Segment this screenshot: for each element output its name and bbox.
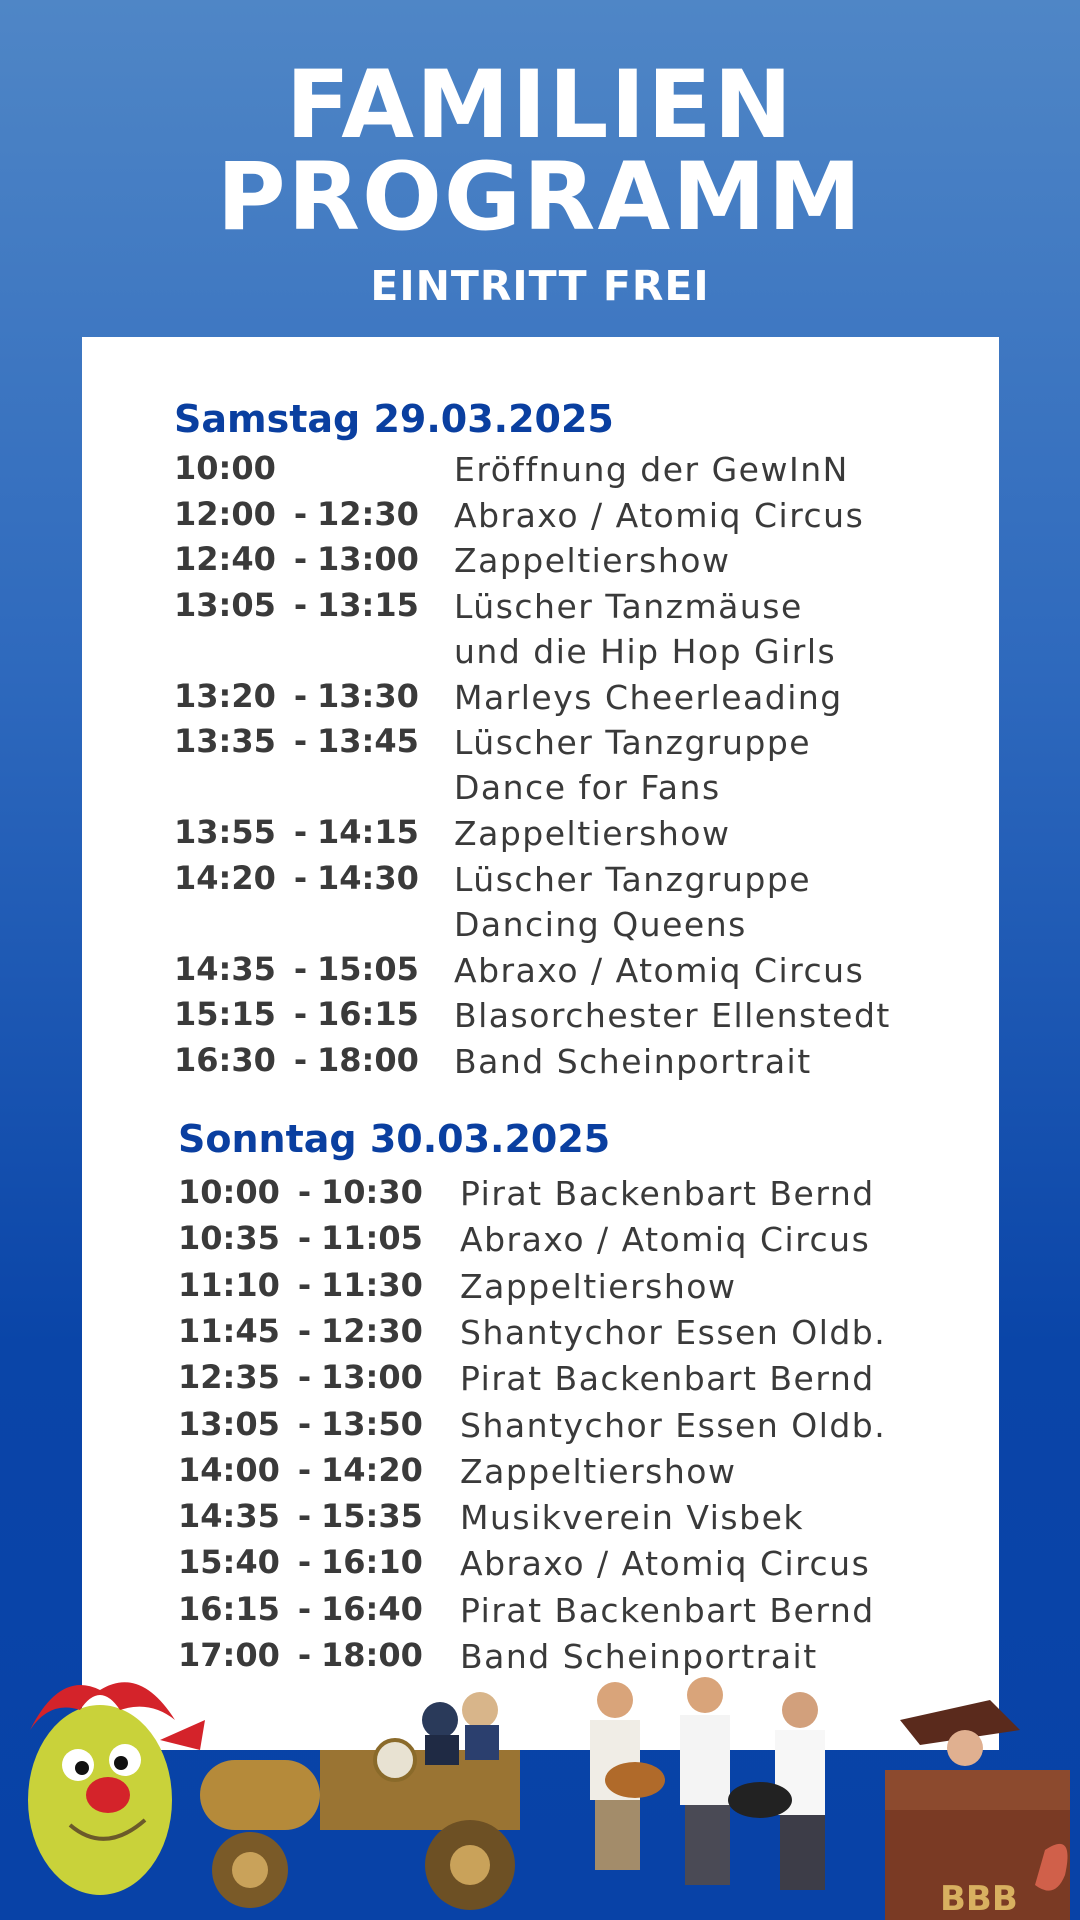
schedule-row xyxy=(178,1358,958,1404)
schedule-row xyxy=(178,1266,958,1312)
time-range xyxy=(178,1219,423,1257)
act-name xyxy=(454,493,864,538)
act-name-line: Pirat Backenbart Bernd xyxy=(460,1359,875,1399)
act-name-line: Abraxo / Atomiq Circus xyxy=(454,495,865,535)
schedule-row xyxy=(174,677,954,723)
start-time: 14:35 xyxy=(174,949,276,988)
start-time: 16:30 xyxy=(174,1040,276,1079)
act-name-line: Lüscher Tanzgruppe xyxy=(454,723,812,762)
start-time: 16:15 xyxy=(178,1589,280,1628)
start-time: 12:40 xyxy=(174,540,276,578)
act-name-line-2: Dancing Queens xyxy=(454,904,747,944)
start-time: 10:35 xyxy=(178,1219,280,1258)
end-time: 13:00 xyxy=(321,1358,423,1397)
time-separator: - xyxy=(293,813,308,851)
time-range xyxy=(174,813,419,851)
time-range xyxy=(178,1543,423,1581)
act-name xyxy=(460,1264,736,1309)
act-name-line: Zappeltiershow xyxy=(460,1266,737,1306)
schedule-row xyxy=(174,1041,954,1087)
time-range xyxy=(178,1312,423,1350)
schedule-row xyxy=(174,813,954,859)
start-time: 13:20 xyxy=(174,676,276,715)
time-range xyxy=(174,859,419,897)
end-time: 13:15 xyxy=(317,585,419,624)
time-range xyxy=(174,950,419,988)
end-time: 13:45 xyxy=(317,722,419,760)
act-name-line: Blasorchester Ellenstedt xyxy=(454,996,891,1035)
subtitle: EINTRITT FREI xyxy=(370,262,710,310)
act-name xyxy=(460,1356,875,1401)
act-name-line: Pirat Backenbart Bernd xyxy=(460,1590,875,1630)
time-separator: - xyxy=(297,1265,312,1304)
schedule-row xyxy=(174,858,954,944)
end-time: 13:00 xyxy=(317,540,419,578)
act-name xyxy=(454,811,730,856)
end-time: 13:30 xyxy=(317,676,419,715)
end-time: 13:50 xyxy=(321,1404,423,1443)
schedule-row xyxy=(174,540,954,586)
act-name-line: Zappeltiershow xyxy=(454,814,731,853)
time-separator: - xyxy=(293,676,308,715)
end-time: 16:40 xyxy=(321,1589,423,1628)
start-time: 11:10 xyxy=(178,1265,280,1304)
act-name xyxy=(460,1495,804,1540)
schedule-row xyxy=(174,722,954,807)
act-name xyxy=(460,1171,875,1216)
footer-illustrations xyxy=(0,1660,1080,1920)
act-name-line: Zappeltiershow xyxy=(460,1451,737,1491)
act-name-line: Abraxo / Atomiq Circus xyxy=(460,1220,871,1260)
time-range xyxy=(174,722,419,760)
schedule-row xyxy=(178,1451,958,1497)
time-separator: - xyxy=(293,995,308,1033)
schedule-row xyxy=(178,1312,958,1358)
time-range xyxy=(174,995,419,1033)
schedule-row xyxy=(178,1497,958,1543)
start-time: 14:00 xyxy=(178,1450,280,1489)
start-time: 13:05 xyxy=(174,585,276,624)
time-range xyxy=(178,1358,423,1396)
time-separator: - xyxy=(297,1589,312,1628)
act-name-line: Eröffnung der GewInN xyxy=(454,450,849,489)
time-separator: - xyxy=(293,858,308,897)
act-name-line: Abraxo / Atomiq Circus xyxy=(454,950,865,990)
act-name-line: Zappeltiershow xyxy=(454,541,731,580)
end-time: 16:15 xyxy=(317,995,419,1033)
act-name xyxy=(460,1588,875,1633)
time-range xyxy=(174,1041,419,1079)
time-range xyxy=(178,1405,423,1443)
end-time: 15:05 xyxy=(317,949,419,988)
time-range xyxy=(178,1266,423,1304)
time-range xyxy=(178,1173,423,1211)
time-separator: - xyxy=(293,1040,308,1079)
time-range xyxy=(174,495,419,533)
schedule-row xyxy=(178,1590,958,1636)
time-range xyxy=(178,1590,423,1628)
time-separator: - xyxy=(293,585,308,624)
act-name-line: Lüscher Tanzmäuse xyxy=(454,586,803,626)
end-time: 11:05 xyxy=(321,1219,423,1258)
schedule-row xyxy=(178,1173,958,1219)
start-time: 10:00 xyxy=(178,1173,280,1211)
schedule-row xyxy=(178,1405,958,1451)
start-time: 10:00 xyxy=(174,449,276,487)
act-name xyxy=(460,1217,870,1262)
end-time: 12:30 xyxy=(317,494,419,533)
start-time: 13:35 xyxy=(174,722,276,760)
act-name-line: Shantychor Essen Oldb. xyxy=(460,1312,887,1352)
schedule-row xyxy=(174,495,954,541)
start-time: 12:35 xyxy=(178,1358,280,1397)
act-name xyxy=(454,993,891,1038)
time-separator: - xyxy=(297,1497,312,1536)
act-name xyxy=(454,857,811,947)
act-name xyxy=(454,447,849,492)
treasure-chest-illustration xyxy=(870,1700,1080,1920)
start-time: 17:00 xyxy=(178,1636,280,1674)
end-time: 11:30 xyxy=(321,1265,423,1304)
sunday-heading: Sonntag 30.03.2025 xyxy=(178,1117,611,1161)
start-time: 11:45 xyxy=(178,1311,280,1350)
time-separator: - xyxy=(293,540,308,578)
end-time: 12:30 xyxy=(321,1311,423,1350)
time-separator: - xyxy=(297,1311,312,1350)
act-name-line-2: und die Hip Hop Girls xyxy=(454,631,837,671)
saturday-heading: Samstag 29.03.2025 xyxy=(174,397,614,441)
schedule-row xyxy=(174,950,954,996)
time-range xyxy=(174,540,419,578)
schedule-row xyxy=(174,449,954,495)
time-separator: - xyxy=(297,1219,312,1258)
schedule-row xyxy=(178,1543,958,1589)
start-time: 15:40 xyxy=(178,1543,280,1582)
act-name-line: Pirat Backenbart Bernd xyxy=(460,1174,875,1213)
end-time: 18:00 xyxy=(321,1636,423,1674)
act-name xyxy=(454,720,811,810)
schedule-row xyxy=(178,1219,958,1265)
act-name-line: Shantychor Essen Oldb. xyxy=(460,1405,887,1445)
time-separator: - xyxy=(297,1636,312,1674)
time-range xyxy=(174,586,419,624)
act-name-line-2: Dance for Fans xyxy=(454,768,721,807)
act-name-line: Musikverein Visbek xyxy=(460,1498,804,1538)
end-time: 10:30 xyxy=(321,1173,423,1211)
time-separator: - xyxy=(297,1404,312,1443)
act-name xyxy=(454,538,730,583)
musicians-illustration xyxy=(560,1670,860,1920)
schedule-row xyxy=(174,585,954,671)
act-name xyxy=(454,948,864,993)
act-name xyxy=(454,584,836,674)
header xyxy=(0,51,1080,310)
schedule-card xyxy=(82,337,999,1750)
act-name-line: Marleys Cheerleading xyxy=(454,677,843,717)
title-line-2: PROGRAMM xyxy=(216,143,864,252)
time-range xyxy=(174,449,317,487)
title-line-1: FAMILIEN xyxy=(285,51,795,160)
act-name xyxy=(460,1310,886,1355)
start-time: 14:35 xyxy=(178,1497,280,1536)
start-time: 15:15 xyxy=(174,995,276,1033)
act-name xyxy=(460,1449,736,1494)
time-separator: - xyxy=(297,1543,312,1582)
schedule-row xyxy=(174,995,954,1041)
start-time: 12:00 xyxy=(174,494,276,533)
act-name xyxy=(460,1541,870,1586)
end-time: 14:20 xyxy=(321,1450,423,1489)
time-separator: - xyxy=(293,949,308,988)
act-name-line: Abraxo / Atomiq Circus xyxy=(460,1544,871,1584)
time-separator: - xyxy=(293,494,308,533)
act-name-line: Lüscher Tanzgruppe xyxy=(454,859,812,899)
time-range xyxy=(178,1451,423,1489)
end-time: 16:10 xyxy=(321,1543,423,1582)
act-name xyxy=(454,1039,812,1084)
act-name xyxy=(454,675,843,720)
act-name xyxy=(460,1403,886,1448)
time-range xyxy=(174,677,419,715)
golden-tractor-illustration xyxy=(180,1680,550,1920)
chest-label: BBB xyxy=(940,1879,1018,1919)
end-time: 15:35 xyxy=(321,1497,423,1536)
end-time: 14:15 xyxy=(317,813,419,851)
time-separator: - xyxy=(297,1358,312,1397)
time-range xyxy=(178,1497,423,1535)
act-name-line: Band Scheinportrait xyxy=(460,1637,818,1676)
time-separator: - xyxy=(297,1450,312,1489)
time-separator: - xyxy=(293,722,308,760)
time-separator: - xyxy=(297,1173,312,1211)
start-time: 13:05 xyxy=(178,1404,280,1443)
end-time: 18:00 xyxy=(317,1040,419,1079)
start-time: 14:20 xyxy=(174,858,276,897)
act-name-line: Band Scheinportrait xyxy=(454,1041,812,1081)
end-time: 14:30 xyxy=(317,858,419,897)
start-time: 13:55 xyxy=(174,813,276,851)
